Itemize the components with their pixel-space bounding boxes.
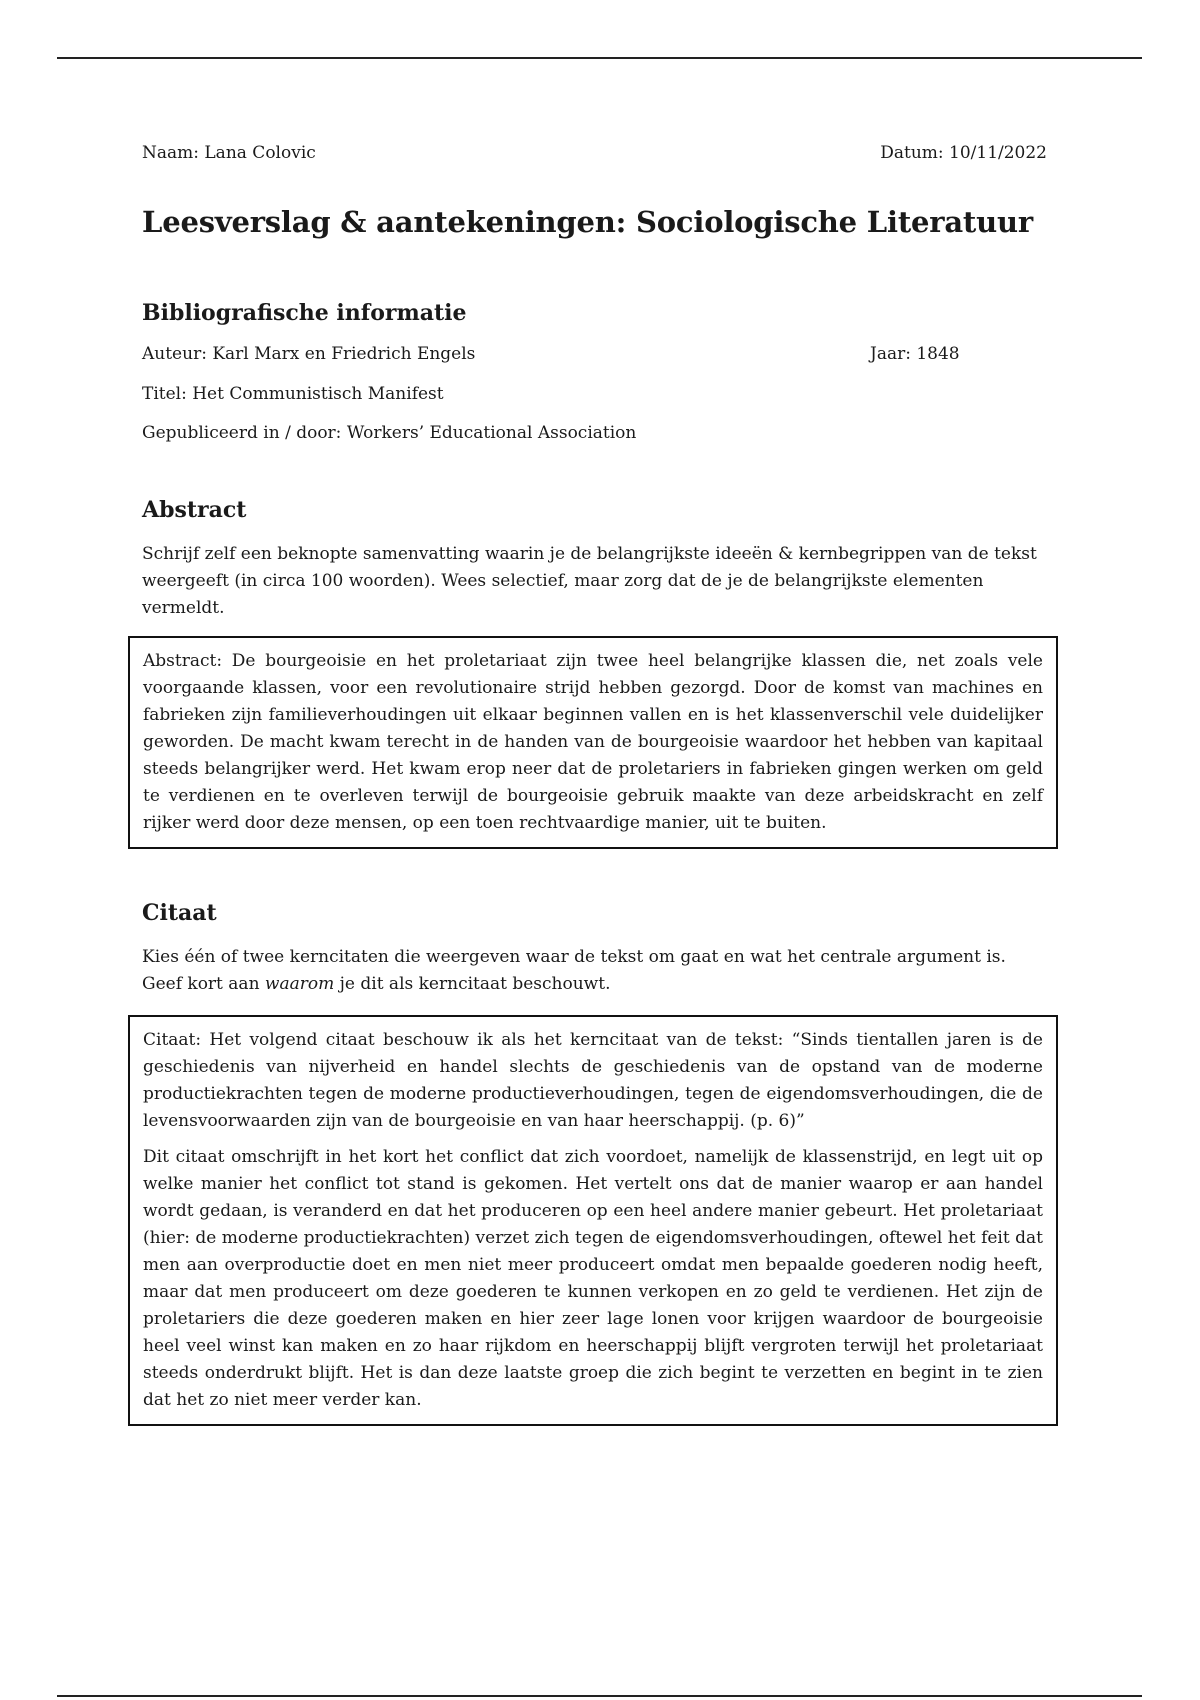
book-title-line: Titel: Het Communistisch Manifest bbox=[142, 384, 444, 404]
citation-instructions-emphasis: waarom bbox=[264, 974, 335, 994]
abstract-answer-box bbox=[128, 636, 1058, 849]
student-name: Naam: Lana Colovic bbox=[142, 143, 316, 163]
citation-instructions-end: je dit als kerncitaat beschouwt. bbox=[334, 974, 611, 994]
citation-explanation-text: Dit citaat omschrijft in het kort het conflict dat zich voordoet, namelijk de klassenstrijd, en legt uit op welke manier het conflict tot stand is gekomen. Het vertelt ons dat de manier waarop er aan handel wordt gedaan, is veranderd en dat het produceren op een heel andere manier gebeurt. Het proletariaat (hier: de moderne productiekrachten) verzet zich tegen de eigendomsverhoudingen, oftewel het feit dat men aan overproductie doet en men niet meer produceert omdat men bepaalde goederen nodig heeft, maar dat men produceert om deze goederen te kunnen verkopen en zo geld te verdienen. Het zijn de proletariers die deze goederen maken en hier zeer lage lonen voor krijgen waardoor de bourgeoisie heel veel winst kan maken en zo haar rijkdom en heerschappij blijft vergroten terwijl het proletariaat steeds onderdrukt blijft. Het is dan deze laatste groep die zich begint te verzetten en begint in te zien dat het zo niet meer verder kan. bbox=[143, 1147, 1043, 1410]
citation-heading: Citaat bbox=[142, 900, 217, 926]
bottom-divider bbox=[57, 1695, 1142, 1697]
abstract-instructions: Schrijf zelf een beknopte samenvatting waarin je de belangrijkste ideeën & kernbegrippen van de tekst weergeeft (in circa 100 woorden). Wees selectief, maar zorg dat de je de belangrijkste elementen vermeldt. bbox=[142, 544, 1037, 618]
top-divider bbox=[57, 57, 1142, 59]
publisher-line: Gepubliceerd in / door: Workers’ Educational Association bbox=[142, 423, 637, 443]
year-line: Jaar: 1848 bbox=[870, 344, 960, 364]
abstract-answer-text: Abstract: De bourgeoisie en het proletariaat zijn twee heel belangrijke klassen die, net zoals vele voorgaande klassen, voor een revolutionaire strijd hebben gezorgd. Door de komst van machines en fabrieken zijn familieverhoudingen uit elkaar beginnen vallen en is het klassenverschil vele duidelijker geworden. De macht kwam terecht in de handen van de bourgeoisie waardoor het hebben van kapitaal steeds belangrijker werd. Het kwam erop neer dat de proletariers in fabrieken gingen werken om geld te verdienen en te overleven terwijl de bourgeoisie gebruik maakte van deze arbeidskracht en zelf rijker werd door deze mensen, op een toen rechtvaardige manier, uit te buiten. bbox=[143, 651, 1043, 833]
citation-answer-box bbox=[128, 1015, 1058, 1426]
document-date: Datum: 10/11/2022 bbox=[880, 143, 1047, 163]
header-meta bbox=[142, 143, 1047, 163]
author-line: Auteur: Karl Marx en Friedrich Engels bbox=[142, 344, 476, 364]
abstract-heading: Abstract bbox=[142, 497, 247, 523]
page-title: Leesverslag & aantekeningen: Sociologische Literatuur bbox=[142, 205, 1033, 239]
citation-quote-text: Citaat: Het volgend citaat beschouw ik als het kerncitaat van de tekst: “Sinds tientallen jaren is de geschiedenis van nijverheid en handel slechts de geschiedenis van de opstand van de moderne productiekrachten tegen de moderne productieverhoudingen, tegen de eigendomsverhoudingen, die de levensvoorwaarden zijn van de bourgeoisie en van haar heerschappij. (p. 6)” bbox=[143, 1030, 1043, 1131]
citation-instructions bbox=[142, 944, 1042, 998]
bibliography-heading: Bibliografische informatie bbox=[142, 300, 467, 326]
citation-instructions-start: Kies één of twee kerncitaten die weergeven waar de tekst om gaat en wat het centrale argument is. Geef kort aan bbox=[142, 947, 1006, 994]
